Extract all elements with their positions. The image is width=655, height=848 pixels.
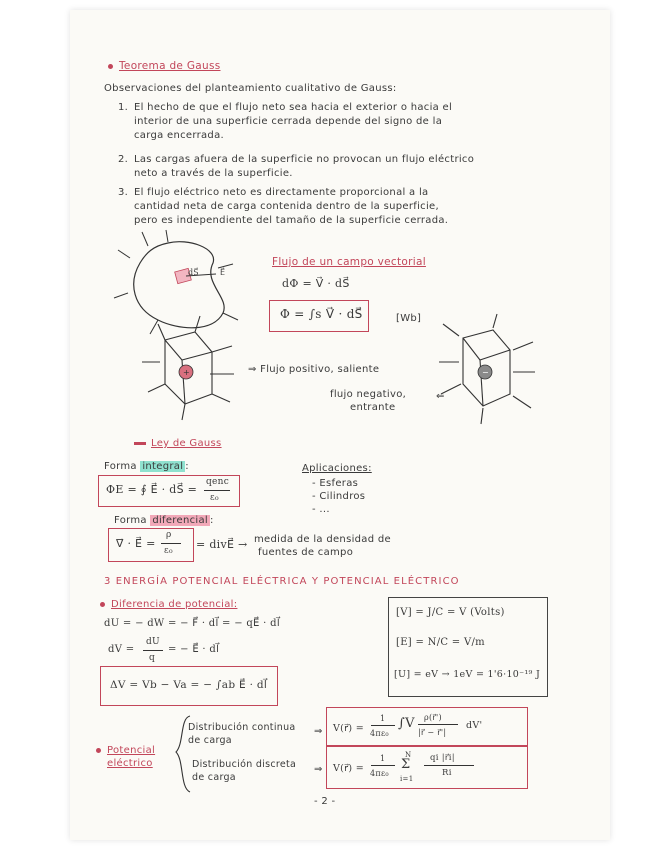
integral-form-equation: ΦE = ∮ E⃗ · dS⃗ =: [106, 483, 198, 496]
cube-positive-charge-drawing: [140, 322, 240, 422]
differential-form-fraction-bar: [161, 543, 181, 544]
fig-ds-label: dS⃗: [188, 268, 199, 277]
integral-form-label-highlight: integral: [142, 461, 184, 472]
obs-2-line-2: neto a través de la superficie.: [134, 168, 293, 179]
flux-heading: Flujo de un campo vectorial: [272, 256, 426, 268]
arrow-bullet-icon: [134, 442, 146, 445]
continuous-dist-line-2: de carga: [188, 735, 232, 746]
electric-potential-label-text: Potencial: [107, 745, 156, 756]
continuous-frac-bar: [418, 724, 458, 725]
discrete-arrow: ⇒: [314, 764, 323, 775]
cube-negative-charge-drawing: [435, 318, 545, 428]
application-item-1: - Esferas: [312, 478, 359, 489]
negative-flux-line-2: entrante: [350, 402, 396, 413]
obs-3-line-1: El flujo eléctrico neto es directamente proporcional a la: [134, 187, 429, 198]
page-number: - 2 -: [314, 796, 336, 807]
continuous-tail: dV': [466, 720, 483, 731]
continuous-frac-den: |r⃗ − r⃗'|: [418, 728, 447, 737]
differential-form-label: Forma diferencial :: [114, 515, 214, 526]
application-item-2: - Cilindros: [312, 491, 366, 502]
integral-form-denominator: ε₀: [210, 493, 219, 503]
intro-text: Observaciones del planteamiento cualitativo de Gauss:: [104, 83, 397, 94]
section-3-title: 3 ENERGÍA POTENCIAL ELÉCTRICA Y POTENCIAL ELÉCTRICO: [104, 576, 460, 587]
potential-difference-title-text: Diferencia de potencial:: [111, 599, 238, 610]
bullet-icon: [100, 602, 105, 607]
discrete-sum-bottom: i=1: [400, 775, 414, 783]
continuous-integral: ∫V: [398, 716, 415, 731]
negative-flux-line-1: flujo negativo,: [330, 389, 407, 400]
potential-box-divider: [326, 745, 527, 747]
bullet-icon: [108, 64, 113, 69]
electric-potential-label-line-2: eléctrico: [107, 758, 153, 769]
discrete-frac-num: qi |r⃗i|: [430, 753, 455, 763]
positive-flux-text: ⇒ Flujo positivo, saliente: [248, 364, 380, 375]
dv-equation-numerator: dU: [146, 637, 160, 647]
applications-title: Aplicaciones:: [302, 463, 372, 474]
svg-text:−: −: [482, 368, 489, 377]
obs-1-line-1: El hecho de que el flujo neto sea hacia el exterior o hacia el: [134, 102, 453, 113]
obs-1-number: 1.: [118, 102, 129, 113]
electric-potential-label-line-1: [96, 744, 155, 757]
integral-form-label-pre: Forma: [104, 461, 137, 472]
unit-volt: [V] = J/C = V (Volts): [396, 607, 505, 618]
obs-3-line-2: cantidad neta de carga contenida dentro de la superficie,: [134, 201, 439, 212]
discrete-sum-top: N: [405, 751, 412, 759]
differential-form-numerator: ρ: [166, 530, 172, 540]
discrete-sum: Σ: [401, 757, 411, 772]
divergence-desc-line-2: fuentes de campo: [258, 547, 354, 558]
continuous-coef-num: 1: [380, 714, 386, 723]
integral-form-label: Forma integral :: [104, 461, 189, 472]
differential-form-equation: ∇⃗ · E⃗ =: [116, 537, 156, 550]
svg-text:+: +: [183, 368, 190, 377]
discrete-frac-den: Ri: [442, 768, 452, 778]
differential-form-label-pre: Forma: [114, 515, 147, 526]
continuous-arrow: ⇒: [314, 726, 323, 737]
discrete-frac-bar: [424, 765, 474, 766]
energy-equation: dU = − dW = − F⃗ · dl⃗ = − qE⃗ · dl⃗: [104, 618, 280, 629]
obs-3-line-3: pero es independiente del tamaño de la superficie cerrada.: [134, 215, 449, 226]
differential-form-label-highlight: diferencial: [152, 515, 208, 526]
dphi-equation: dΦ = V⃗ · dS⃗: [282, 277, 350, 290]
obs-1-line-2: interior de una superficie cerrada depende del signo de la: [134, 116, 443, 127]
obs-1-line-3: carga encerrada.: [134, 130, 224, 141]
integral-form-numerator: qenc: [206, 477, 230, 487]
flux-integral-equation: Φ = ∫s V⃗ · dS⃗: [280, 307, 363, 321]
unit-energy: [U] = eV → 1eV = 1'6·10⁻¹⁹ J: [394, 669, 541, 680]
obs-2-number: 2.: [118, 154, 129, 165]
gauss-law-title: [134, 437, 222, 450]
gauss-theorem-title-text: Teorema de Gauss: [119, 60, 221, 72]
discrete-eq-left: V(r⃗) =: [333, 763, 364, 774]
divergence-text: = divE⃗ →: [196, 538, 248, 551]
obs-2-line-1: Las cargas afuera de la superficie no provocan un flujo eléctrico: [134, 154, 475, 165]
delta-v-equation: ΔV = Vb − Va = − ∫ab E⃗ · dl⃗: [110, 679, 268, 691]
divergence-desc-line-1: medida de la densidad de: [254, 534, 391, 545]
discrete-coef-bar: [371, 765, 395, 766]
obs-3-number: 3.: [118, 187, 129, 198]
discrete-dist-line-1: Distribución discreta: [192, 759, 297, 770]
discrete-dist-line-2: de carga: [192, 772, 236, 783]
potential-difference-title: [100, 598, 237, 611]
gauss-law-title-text: Ley de Gauss: [151, 438, 222, 449]
continuous-coef-bar: [371, 725, 395, 726]
application-item-3: - ...: [312, 504, 330, 515]
continuous-dist-line-1: Distribución continua: [188, 722, 296, 733]
dv-equation-denominator: q: [149, 653, 156, 663]
dv-fraction-bar: [143, 650, 163, 651]
fig-e-label: E⃗: [220, 268, 226, 277]
section-title-gauss-theorem: [108, 60, 221, 73]
discrete-coef-num: 1: [380, 754, 386, 763]
unit-field: [E] = N/C = V/m: [396, 637, 485, 648]
dv-equation-right: = − E⃗ · dl⃗: [168, 644, 220, 655]
differential-form-denominator: ε₀: [164, 546, 173, 556]
continuous-frac-num: ρ(r⃗'): [424, 713, 442, 722]
discrete-coef-den: 4πε₀: [370, 769, 389, 778]
continuous-coef-den: 4πε₀: [370, 729, 389, 738]
flux-unit: [Wb]: [396, 313, 422, 324]
integral-form-fraction-bar: [204, 490, 230, 491]
dv-equation-left: dV =: [108, 644, 135, 655]
continuous-eq-left: V(r⃗) =: [333, 723, 364, 734]
bullet-icon: [96, 748, 101, 753]
negative-flux-arrow: ⇐: [436, 391, 445, 402]
